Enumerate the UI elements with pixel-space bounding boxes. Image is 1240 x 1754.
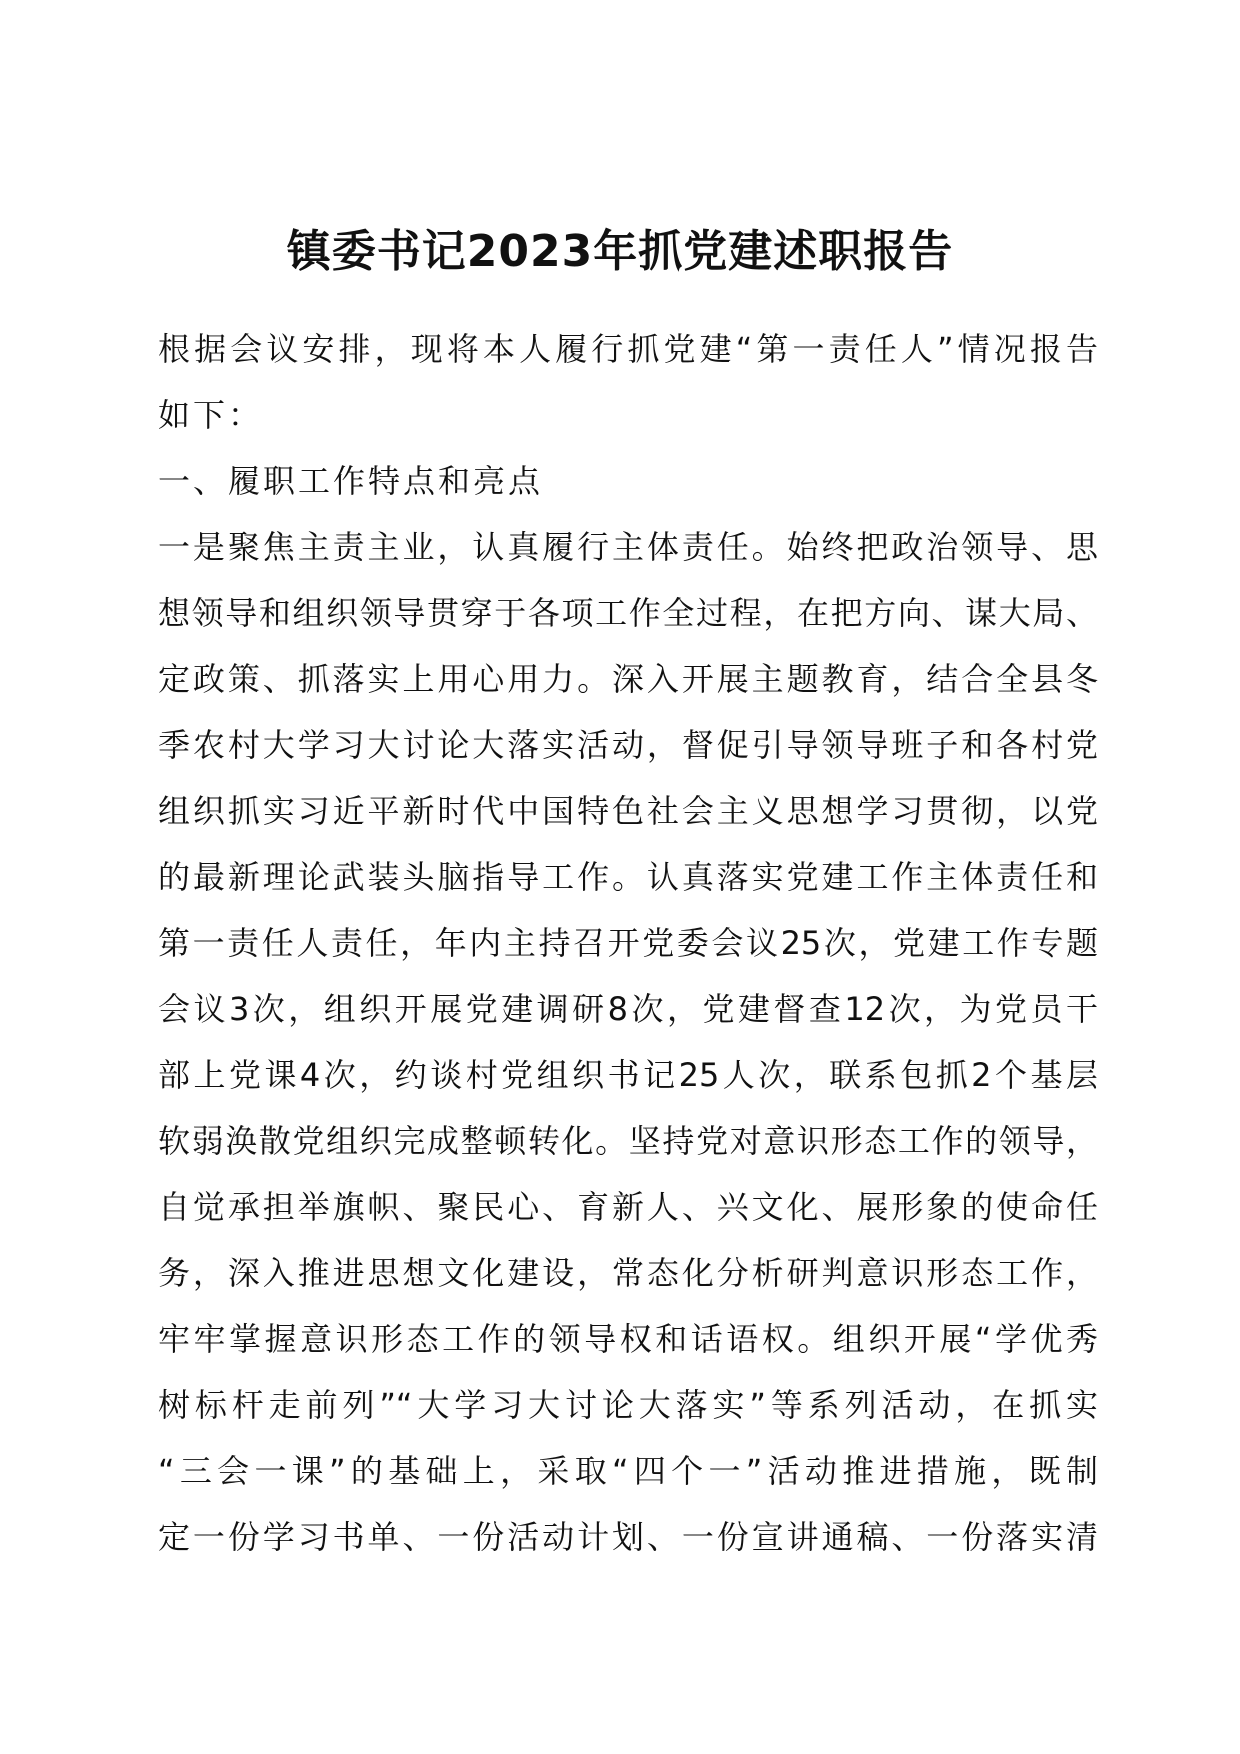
body-line: 部上党课4次，约谈村党组织书记25人次，联系包抓2个基层	[158, 1056, 1098, 1094]
body-line: 季农村大学习大讨论大落实活动，督促引导领导班子和各村党	[158, 726, 1098, 764]
body-line: 想领导和组织领导贯穿于各项工作全过程，在把方向、谋大局、	[158, 594, 1098, 632]
body-line: 一是聚焦主责主业，认真履行主体责任。始终把政治领导、思	[158, 528, 1098, 566]
body-line: 的最新理论武装头脑指导工作。认真落实党建工作主体责任和	[158, 858, 1098, 896]
body-line: 软弱涣散党组织完成整顿转化。坚持党对意识形态工作的领导，	[158, 1122, 1098, 1160]
body-line: 第一责任人责任，年内主持召开党委会议25次，党建工作专题	[158, 924, 1098, 962]
body-line: 会议3次，组织开展党建调研8次，党建督查12次，为党员干	[158, 990, 1098, 1028]
body-line: 定政策、抓落实上用心用力。深入开展主题教育，结合全县冬	[158, 660, 1098, 698]
body-line: 如下：	[158, 396, 264, 434]
body-line: 组织抓实习近平新时代中国特色社会主义思想学习贯彻，以党	[158, 792, 1098, 830]
body-line: “三会一课”的基础上，采取“四个一”活动推进措施，既制	[158, 1452, 1098, 1490]
body-line: 定一份学习书单、一份活动计划、一份宣讲通稿、一份落实清	[158, 1518, 1098, 1556]
body-line: 树标杆走前列”“大学习大讨论大落实”等系列活动，在抓实	[158, 1386, 1098, 1424]
section-heading: 一、履职工作特点和亮点	[158, 462, 544, 500]
body-line: 自觉承担举旗帜、聚民心、育新人、兴文化、展形象的使命任	[158, 1188, 1098, 1226]
body-line: 根据会议安排，现将本人履行抓党建“第一责任人”情况报告	[158, 330, 1098, 368]
document-title: 镇委书记2023年抓党建述职报告	[286, 226, 954, 277]
document-body	[158, 316, 1098, 1570]
body-line: 牢牢掌握意识形态工作的领导权和话语权。组织开展“学优秀	[158, 1320, 1098, 1358]
body-line: 务，深入推进思想文化建设，常态化分析研判意识形态工作，	[158, 1254, 1098, 1292]
